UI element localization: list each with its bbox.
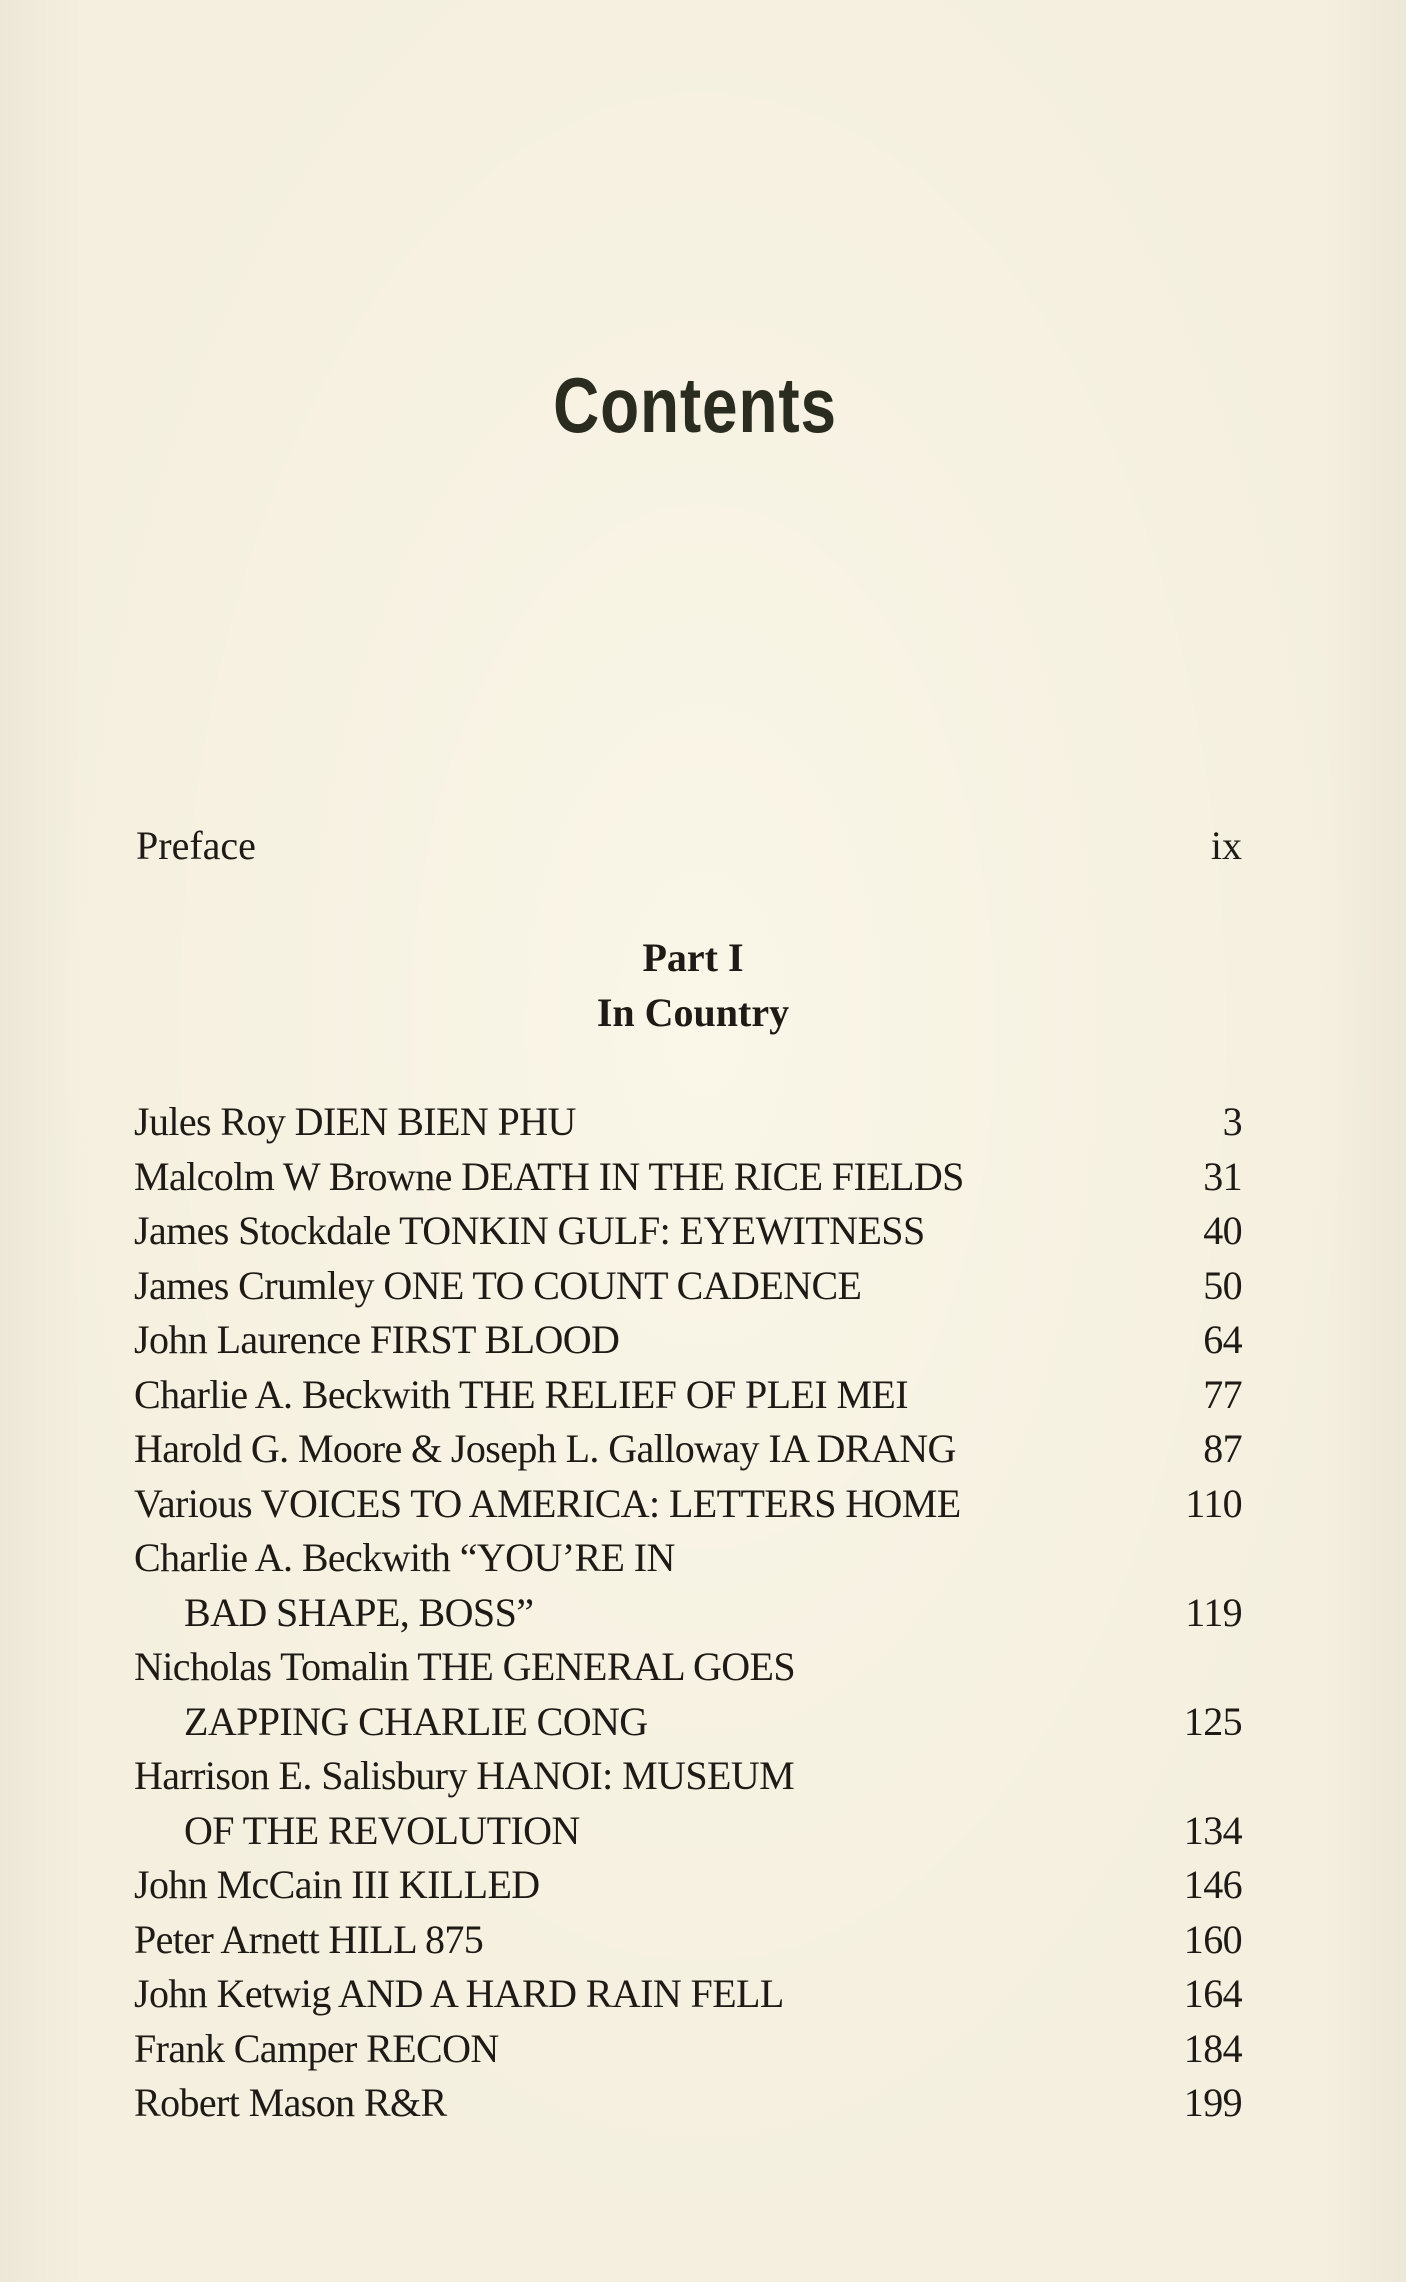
page-title: Contents [553,361,837,449]
toc-entry [134,1259,1242,1314]
toc-entry-title: John Laurence FIRST BLOOD [134,1317,620,1362]
toc-entry-page-number: 87 [1203,1426,1242,1471]
toc-entry-page-number: 64 [1203,1317,1242,1362]
toc-entry-title: Harold G. Moore & Joseph L. Galloway IA DRANG [134,1426,956,1471]
toc-entry-page-number: 125 [1183,1698,1242,1744]
part-number: Part I [642,935,744,980]
toc-entry-title-continued: ZAPPING CHARLIE CONG [184,1698,648,1744]
toc-entry [134,1967,1242,2022]
toc-entry-page-number: 3 [1222,1099,1242,1144]
toc-entry-page-number: 164 [1183,1971,1242,2016]
toc-entry-page-number: 50 [1203,1262,1242,1308]
preface-page-number: ix [1210,823,1242,868]
toc-entry-page-number: 40 [1203,1208,1242,1253]
toc-entry-page-number: 119 [1185,1589,1242,1635]
preface-entry [136,822,1242,876]
part-heading [0,930,1386,1040]
toc-entry [134,1095,1242,1150]
toc-entry-title: Jules Roy DIEN BIEN PHU [134,1099,576,1144]
toc-entry-title: Robert Mason R&R [134,2080,447,2125]
toc-entry [134,1313,1242,1368]
toc-entry-page-number: 184 [1183,2025,1242,2071]
toc-entry [134,1858,1242,1913]
toc-entry-title: Charlie A. Beckwith “YOU’RE IN [134,1535,675,1580]
toc-entry-title: Peter Arnett HILL 875 [134,1916,484,1962]
toc-entry-page-number: 160 [1183,1916,1242,1962]
toc-entry [134,1913,1242,1968]
toc-entry-page-number: 134 [1183,1807,1242,1853]
preface-label: Preface [136,823,256,868]
toc-entry-title: Nicholas Tomalin THE GENERAL GOES [134,1644,796,1689]
toc-entry-page-number: 146 [1183,1862,1242,1907]
toc-entry-page-number: 77 [1203,1371,1242,1417]
toc-entry-title: Harrison E. Salisbury HANOI: MUSEUM [134,1753,795,1798]
toc-entry [134,1204,1242,1259]
toc-entry [134,1477,1242,1532]
toc-entry-title: John McCain III KILLED [134,1862,540,1907]
toc-entry-title: James Stockdale TONKIN GULF: EYEWITNESS [134,1208,925,1253]
toc-entry-title: Charlie A. Beckwith THE RELIEF OF PLEI MEI [134,1371,908,1417]
toc-entry-page-number: 199 [1183,2080,1242,2125]
toc-entry [134,2076,1242,2131]
toc-entry [134,1749,1242,1858]
toc-entry [134,1150,1242,1205]
toc-entry [134,2022,1242,2077]
part-name: In Country [596,990,790,1035]
toc-entry-title: Malcolm W Browne DEATH IN THE RICE FIELDS [134,1153,964,1199]
toc-entry-title: John Ketwig AND A HARD RAIN FELL [134,1971,784,2016]
toc-entry [134,1640,1242,1749]
toc-entry-title: Various VOICES TO AMERICA: LETTERS HOME [134,1480,961,1526]
toc-entry-title-continued: BAD SHAPE, BOSS” [184,1589,534,1635]
toc-entry-title: Frank Camper RECON [134,2025,499,2071]
toc-entry-page-number: 31 [1203,1153,1242,1199]
toc-entry-title: James Crumley ONE TO COUNT CADENCE [134,1262,862,1308]
toc-entry [134,1368,1242,1423]
toc-entry-title-continued: OF THE REVOLUTION [184,1807,580,1853]
toc-entry-page-number: 110 [1185,1480,1242,1526]
toc-entry [134,1422,1242,1477]
toc-entry [134,1531,1242,1640]
table-of-contents [134,1095,1242,2131]
